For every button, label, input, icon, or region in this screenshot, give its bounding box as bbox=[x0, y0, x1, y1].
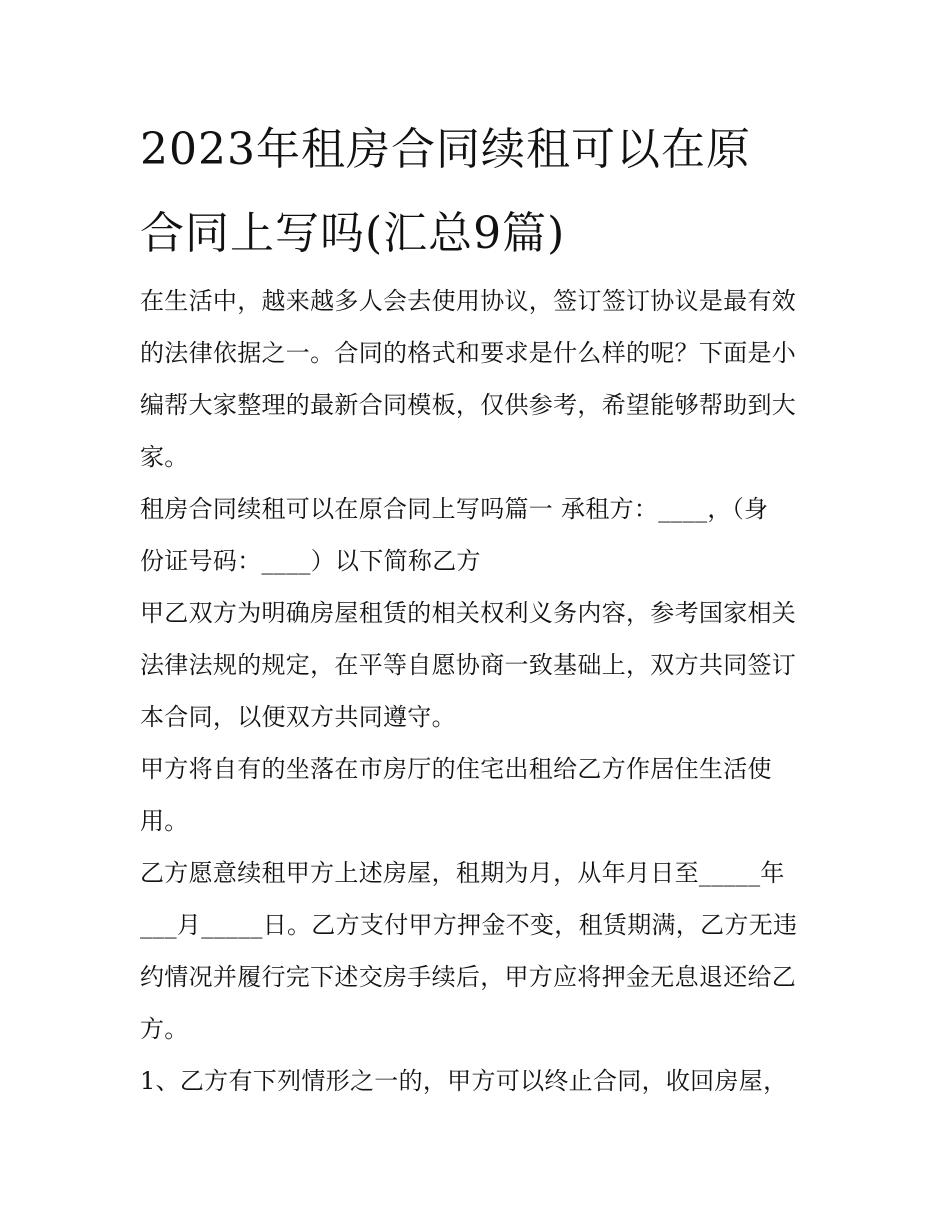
paragraph-line: 的法律依据之一。合同的格式和要求是什么样的呢？下面是小 bbox=[140, 339, 797, 367]
property-paragraph bbox=[140, 743, 820, 847]
paragraph-line: 份证号码：____）以下简称乙方 bbox=[140, 547, 481, 575]
title-line-1: 2023年租房合同续租可以在原 bbox=[140, 124, 751, 175]
paragraph-line: 1、乙方有下列情形之一的，甲方可以终止合同，收回房屋， bbox=[140, 1067, 788, 1095]
paragraph-line: 用。 bbox=[140, 807, 189, 835]
paragraph-line: 编帮大家整理的最新合同模板，仅供参考，希望能够帮助到大 bbox=[140, 391, 797, 419]
purpose-paragraph bbox=[140, 587, 820, 743]
paragraph-line: 甲乙双方为明确房屋租赁的相关权利义务内容，参考国家相关 bbox=[140, 599, 797, 627]
paragraph-line: 法律法规的规定，在平等自愿协商一致基础上，双方共同签订 bbox=[140, 651, 797, 679]
document-title bbox=[140, 108, 820, 276]
paragraph-line: 在生活中，越来越多人会去使用协议，签订签订协议是最有效 bbox=[140, 287, 797, 315]
termination-clause-paragraph bbox=[140, 1055, 820, 1107]
tenant-paragraph bbox=[140, 483, 820, 587]
intro-paragraph bbox=[140, 275, 820, 483]
document-body bbox=[140, 275, 820, 1107]
paragraph-line: 甲方将自有的坐落在市房厅的住宅出租给乙方作居住生活使 bbox=[140, 755, 772, 783]
paragraph-line: 租房合同续租可以在原合同上写吗篇一 承租方：____，（身 bbox=[140, 495, 769, 523]
paragraph-line: 方。 bbox=[140, 1015, 189, 1043]
paragraph-line: ___月_____日。乙方支付甲方押金不变，租赁期满，乙方无违 bbox=[140, 911, 798, 939]
paragraph-line: 家。 bbox=[140, 443, 189, 471]
paragraph-line: 乙方愿意续租甲方上述房屋，租期为月，从年月日至_____年 bbox=[140, 859, 785, 887]
paragraph-line: 约情况并履行完下述交房手续后，甲方应将押金无息退还给乙 bbox=[140, 963, 797, 991]
paragraph-line: 本合同，以便双方共同遵守。 bbox=[140, 703, 456, 731]
lease-term-paragraph bbox=[140, 847, 820, 1055]
title-line-2: 合同上写吗(汇总9篇) bbox=[140, 208, 566, 259]
